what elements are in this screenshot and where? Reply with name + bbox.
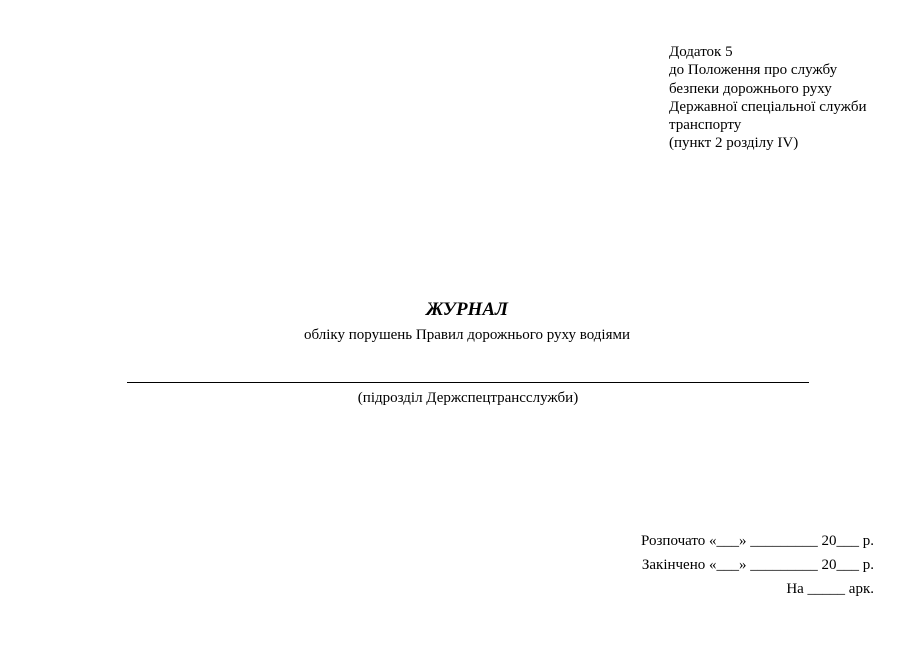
unit-caption: (підрозділ Держспецтрансслужби) bbox=[357, 390, 579, 406]
unit-fill-line bbox=[127, 382, 809, 383]
sheets-count-line: На _____ арк. bbox=[786, 581, 874, 597]
started-date-line: Розпочато «___» _________ 20___ р. bbox=[641, 533, 874, 549]
appendix-line: до Положення про службу bbox=[669, 62, 838, 79]
appendix-line: Додаток 5 bbox=[669, 44, 733, 60]
journal-title: ЖУРНАЛ bbox=[425, 299, 509, 320]
dates-block bbox=[641, 531, 874, 603]
appendix-line: безпеки дорожнього руху bbox=[669, 80, 832, 97]
appendix-note bbox=[669, 43, 909, 153]
journal-subtitle: обліку порушень Правил дорожнього руху водіями bbox=[304, 327, 630, 343]
appendix-line: транспорту bbox=[669, 117, 742, 134]
appendix-line: Державної спеціальної служби bbox=[669, 98, 867, 115]
finished-date-line: Закінчено «___» _________ 20___ р. bbox=[641, 557, 874, 573]
journal-heading bbox=[0, 298, 920, 345]
appendix-line: (пункт 2 розділу IV) bbox=[669, 135, 799, 152]
